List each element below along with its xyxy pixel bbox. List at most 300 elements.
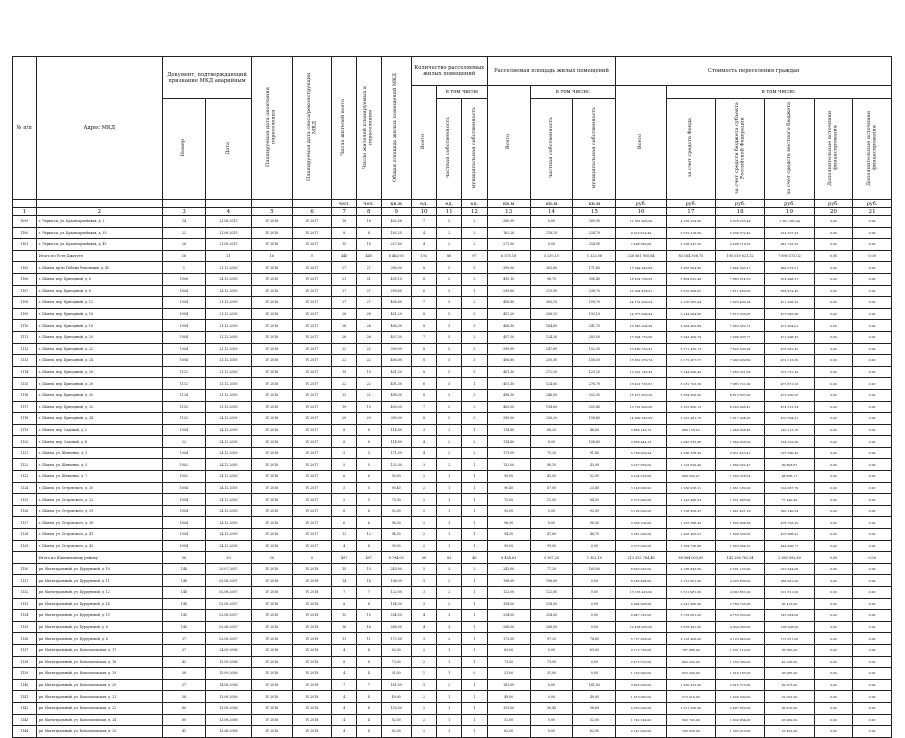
table-cell: 406,30 bbox=[487, 320, 530, 332]
table-cell: 1122 bbox=[13, 459, 37, 471]
table-cell: 2 bbox=[437, 459, 462, 471]
table-cell: 8 bbox=[411, 320, 437, 332]
table-cell: 8 bbox=[411, 413, 437, 425]
table-cell: 3 933 804,86 bbox=[666, 262, 715, 274]
table-cell: 1114 bbox=[13, 366, 37, 378]
table-cell: 4 bbox=[332, 668, 357, 680]
table-cell: 2 123 400,00 bbox=[666, 633, 715, 645]
table-cell: 7 925 406,34 bbox=[716, 297, 765, 309]
table-cell: 1 bbox=[462, 471, 488, 483]
table-cell: 406,80 bbox=[487, 297, 530, 309]
table-cell: 3 bbox=[411, 575, 437, 587]
table-cell: 250,30 bbox=[530, 355, 573, 367]
table-cell: 1 663 664,55 bbox=[716, 540, 765, 552]
table-cell: 0,00 bbox=[530, 726, 573, 738]
table-cell: 473 093,96 bbox=[765, 308, 814, 320]
table-cell: 5 936 372,42 bbox=[716, 227, 765, 239]
table-cell: 148 bbox=[163, 587, 206, 599]
table-cell: 5 bbox=[437, 320, 462, 332]
table-cell: 4 bbox=[357, 644, 382, 656]
table-cell: 97,20 bbox=[530, 633, 573, 645]
table-cell: 124,60 bbox=[530, 378, 573, 390]
table-cell: 1111 bbox=[13, 331, 37, 343]
table-cell: 7 bbox=[332, 587, 357, 599]
table-cell: IV 2016 bbox=[251, 355, 292, 367]
table-cell: 21.12.2005 bbox=[205, 401, 251, 413]
table-cell: 1 bbox=[462, 702, 488, 714]
table-cell: 24.12.2005 bbox=[205, 273, 251, 285]
table-cell: 3 bbox=[411, 424, 437, 436]
header-rooms-in-that: в том числе bbox=[437, 86, 487, 99]
table-cell: 24.12.2005 bbox=[205, 447, 251, 459]
table-cell: IV 2017 bbox=[292, 482, 332, 494]
table-cell: 02.08.2007 bbox=[205, 575, 251, 587]
table-cell: 0,00 bbox=[853, 262, 892, 274]
table-cell: 2 897 820,00 bbox=[716, 702, 765, 714]
table-cell: 0,00 bbox=[530, 239, 573, 251]
table-cell: 194,60 bbox=[530, 401, 573, 413]
table-cell: 22 bbox=[332, 378, 357, 390]
table-cell: IV 2017 bbox=[292, 413, 332, 425]
address-cell: г. Черкесск, ул. Красноармейская, д. 3 bbox=[36, 216, 162, 228]
table-cell: 0,00 bbox=[853, 401, 892, 413]
table-cell: 1137 bbox=[13, 644, 37, 656]
header-planned-demolition: Планируемая дата сноса/реконструкции МКД bbox=[292, 57, 332, 200]
table-row bbox=[13, 494, 892, 506]
table-cell: 0,00 bbox=[853, 227, 892, 239]
table-cell: 161,00 bbox=[381, 679, 411, 691]
table-cell: 73,00 bbox=[530, 656, 573, 668]
table-cell: 3 234 239,00 bbox=[616, 471, 666, 483]
table-cell: 0,00 bbox=[573, 610, 616, 622]
table-cell: 5 864 825,48 bbox=[666, 273, 715, 285]
table-cell: IV 2016 bbox=[251, 540, 292, 552]
table-cell: 1 bbox=[462, 691, 488, 703]
table-cell: 114,80 bbox=[487, 424, 530, 436]
table-row bbox=[13, 575, 892, 587]
table-row bbox=[13, 633, 892, 645]
table-cell: 171,00 bbox=[381, 447, 411, 459]
table-cell: 227,80 bbox=[381, 239, 411, 251]
table-cell: 02.08.2007 bbox=[205, 610, 251, 622]
table-body bbox=[13, 216, 892, 738]
table-cell: 63,00 bbox=[487, 644, 530, 656]
table-cell: 614 557,22 bbox=[765, 227, 814, 239]
column-number-cell: 12 bbox=[462, 208, 488, 216]
column-number-cell: 1 bbox=[13, 208, 37, 216]
table-cell: 27 bbox=[357, 262, 382, 274]
table-cell: 0,00 bbox=[814, 424, 853, 436]
table-cell: 3 bbox=[462, 262, 488, 274]
table-cell: 4 959 060,00 bbox=[716, 621, 765, 633]
table-cell: 0,00 bbox=[530, 216, 573, 228]
table-cell: 1 bbox=[437, 656, 462, 668]
table-cell: 197 590,42 bbox=[765, 447, 814, 459]
table-cell: 271,90 bbox=[487, 239, 530, 251]
table-cell: 8 bbox=[332, 436, 357, 448]
table-cell: 27 bbox=[357, 285, 382, 297]
table-cell: 0,00 bbox=[814, 552, 853, 564]
table-cell: 161,00 bbox=[573, 679, 616, 691]
table-cell: 21.12.2005 bbox=[205, 366, 251, 378]
table-cell: 11 bbox=[332, 633, 357, 645]
table-cell: 3 bbox=[411, 459, 437, 471]
table-cell: 10 438 905,00 bbox=[616, 621, 666, 633]
table-cell: 440 bbox=[332, 250, 357, 262]
address-cell: г. Черкесск, ул. Красноармейская, д. 45 bbox=[36, 239, 162, 251]
table-cell: 80 bbox=[163, 714, 206, 726]
table-cell: 173 811,00 bbox=[765, 633, 814, 645]
table-cell: 0,00 bbox=[530, 714, 573, 726]
table-cell: 24.12.2005 bbox=[205, 505, 251, 517]
table-cell: 0,00 bbox=[814, 227, 853, 239]
table-cell: 401,30 bbox=[381, 378, 411, 390]
table-cell: 2 bbox=[462, 436, 488, 448]
table-cell: 4 bbox=[332, 540, 357, 552]
table-cell: 124 332,96 bbox=[765, 436, 814, 448]
table-cell: 208,10 bbox=[530, 308, 573, 320]
table-row bbox=[13, 563, 892, 575]
address-cell: г. Шахты, ул. Шевченко, д. 3 bbox=[36, 447, 162, 459]
header-cost-additional: Дополнительные источники финансирования bbox=[814, 99, 853, 200]
table-cell: 968 158,43 bbox=[666, 424, 715, 436]
table-cell: 1 bbox=[462, 587, 488, 599]
table-cell: IV 2016 bbox=[251, 517, 292, 529]
unit-cell: чел. bbox=[332, 200, 357, 208]
table-cell: 1 364 728,68 bbox=[666, 540, 715, 552]
table-cell: 213 352 764,48 bbox=[616, 552, 666, 564]
table-cell: 1 bbox=[437, 517, 462, 529]
column-number-cell: 18 bbox=[716, 208, 765, 216]
table-cell: 26 bbox=[357, 331, 382, 343]
table-cell: 4 bbox=[411, 610, 437, 622]
table-cell: 1 158 458,47 bbox=[666, 505, 715, 517]
table-cell: 0,00 bbox=[814, 714, 853, 726]
table-cell: IV 2016 bbox=[251, 343, 292, 355]
table-cell: 18 bbox=[357, 216, 382, 228]
table-cell: 440 bbox=[357, 250, 382, 262]
table-cell: 114,80 bbox=[381, 424, 411, 436]
table-cell: 15 344 643,89 bbox=[616, 262, 666, 274]
table-cell: 392 140,34 bbox=[765, 505, 814, 517]
unit-cell: ед. bbox=[437, 200, 462, 208]
table-cell: 8 bbox=[357, 227, 382, 239]
table-cell: 2 186 338,29 bbox=[666, 447, 715, 459]
table-cell: 11 581 903,90 bbox=[616, 216, 666, 228]
table-cell: 0,00 bbox=[853, 250, 892, 262]
table-cell: 3 bbox=[437, 621, 462, 633]
table-cell: 145 bbox=[163, 610, 206, 622]
table-cell: 0,00 bbox=[814, 610, 853, 622]
table-cell: 3 161 481,70 bbox=[666, 413, 715, 425]
table-cell: 66 970,00 bbox=[765, 702, 814, 714]
table-cell: 1 bbox=[462, 517, 488, 529]
table-cell: 15 bbox=[357, 563, 382, 575]
table-cell: 0,00 bbox=[853, 679, 892, 691]
table-cell: 1136 bbox=[13, 633, 37, 645]
table-cell: 14 bbox=[357, 575, 382, 587]
table-cell: IV 2018 bbox=[292, 621, 332, 633]
table-cell: 53 432,00 bbox=[765, 726, 814, 738]
table-row bbox=[13, 471, 892, 483]
table-row bbox=[13, 389, 892, 401]
table-cell: 193,10 bbox=[573, 308, 616, 320]
table-cell: 495,10 bbox=[487, 273, 530, 285]
table-cell: 1 bbox=[437, 540, 462, 552]
table-cell: 4 bbox=[332, 644, 357, 656]
table-cell: 498,30 bbox=[381, 389, 411, 401]
table-cell: 252,30 bbox=[573, 389, 616, 401]
table-cell: 268,00 bbox=[381, 621, 411, 633]
address-cell: г. Шахты, пер. Бригадный, д. 22 bbox=[36, 343, 162, 355]
table-cell: 0,00 bbox=[814, 285, 853, 297]
column-number-cell: 7 bbox=[332, 208, 357, 216]
table-cell: 0,00 bbox=[530, 517, 573, 529]
table-cell: IV 2018 bbox=[292, 587, 332, 599]
table-cell: 472 030,55 bbox=[765, 389, 814, 401]
table-cell: 4 bbox=[357, 540, 382, 552]
address-cell: г. Шахты, пер. Бригадный, д. 24 bbox=[36, 355, 162, 367]
table-cell: IV 2017 bbox=[292, 355, 332, 367]
table-cell: 7 bbox=[332, 679, 357, 691]
header-cost-additional-2: Дополнительные источники финансирования bbox=[853, 99, 892, 200]
table-cell: 132,00 bbox=[487, 459, 530, 471]
table-cell: 7 985 721,09 bbox=[716, 378, 765, 390]
table-cell: IV 2016 bbox=[251, 482, 292, 494]
table-cell: 1 605 908,28 bbox=[716, 517, 765, 529]
table-cell: 0,00 bbox=[853, 482, 892, 494]
table-cell: 0,00 bbox=[853, 413, 892, 425]
table-cell: 13 401 723,81 bbox=[616, 378, 666, 390]
table-cell: 0,00 bbox=[573, 656, 616, 668]
table-cell: 1101 bbox=[13, 239, 37, 251]
table-cell: 1 911 560,00 bbox=[666, 702, 715, 714]
table-cell: 15 457 003,20 bbox=[616, 389, 666, 401]
table-cell: 7 498 389,00 bbox=[616, 239, 666, 251]
table-cell: 406,80 bbox=[487, 355, 530, 367]
address-cell: Итого по Усть-Джегуте bbox=[36, 250, 162, 262]
table-row bbox=[13, 216, 892, 228]
table-cell: 5 bbox=[357, 494, 382, 506]
table-cell: 83 bbox=[437, 552, 462, 564]
table-cell: 2 bbox=[462, 331, 488, 343]
table-row bbox=[13, 308, 892, 320]
table-cell: 2 951 453,41 bbox=[716, 447, 765, 459]
table-row bbox=[13, 401, 892, 413]
table-cell: 14 152 939,04 bbox=[616, 297, 666, 309]
table-cell: 3 bbox=[411, 587, 437, 599]
table-cell: 74,80 bbox=[573, 633, 616, 645]
table-cell: 0 bbox=[462, 668, 488, 680]
table-cell: 4 bbox=[357, 702, 382, 714]
table-cell: IV 2016 bbox=[251, 436, 292, 448]
table-row bbox=[13, 273, 892, 285]
table-cell: 82 973,00 bbox=[765, 679, 814, 691]
table-cell: 0 bbox=[292, 250, 332, 262]
table-cell: 1 960 958,00 bbox=[716, 436, 765, 448]
address-cell: рп. Магистральный, ул. Бурдуновой, д. 10 bbox=[36, 563, 162, 575]
table-cell: 0,00 bbox=[814, 378, 853, 390]
table-cell: 8 813 807,09 bbox=[716, 389, 765, 401]
table-cell: 52,00 bbox=[573, 714, 616, 726]
table-cell: 1004 bbox=[163, 355, 206, 367]
table-cell: 0,00 bbox=[814, 239, 853, 251]
table-cell: 2 bbox=[437, 633, 462, 645]
table-cell: 1 231 110,00 bbox=[716, 644, 765, 656]
table-cell: 1134 bbox=[13, 610, 37, 622]
table-cell: IV 2016 bbox=[251, 401, 292, 413]
table-cell: 0,00 bbox=[853, 216, 892, 228]
table-cell: 99,00 bbox=[381, 540, 411, 552]
table-cell: 4 bbox=[411, 447, 437, 459]
table-cell: 122,00 bbox=[530, 587, 573, 599]
address-cell: рп. Магистральный, ул. Комсомольская, д. 20 bbox=[36, 679, 162, 691]
table-cell: 0,00 bbox=[853, 378, 892, 390]
table-cell: 4 bbox=[332, 691, 357, 703]
address-cell: рп. Магистральный, ул. Комсомольская, д. 25 bbox=[36, 726, 162, 738]
column-number-cell: 11 bbox=[437, 208, 462, 216]
table-cell: IV 2016 bbox=[251, 529, 292, 541]
table-cell: IV 2016 bbox=[251, 621, 292, 633]
table-cell: 0,00 bbox=[853, 285, 892, 297]
table-cell: 1 bbox=[437, 644, 462, 656]
table-cell: 401,20 bbox=[381, 308, 411, 320]
table-row bbox=[13, 691, 892, 703]
table-cell: 471 098,45 bbox=[765, 331, 814, 343]
table-cell: 1 bbox=[437, 529, 462, 541]
table-cell: IV 2016 bbox=[251, 447, 292, 459]
table-cell: 3 bbox=[462, 343, 488, 355]
table-cell: IV 2017 bbox=[292, 378, 332, 390]
table-cell: 3 072 318,00 bbox=[666, 227, 715, 239]
table-cell: 268,00 bbox=[530, 621, 573, 633]
table-cell: 4 bbox=[357, 726, 382, 738]
table-cell: 254,00 bbox=[487, 610, 530, 622]
table-cell: 0,00 bbox=[853, 273, 892, 285]
table-cell: 24.12.2005 bbox=[205, 471, 251, 483]
table-cell: 21.12.2005 bbox=[205, 331, 251, 343]
table-cell: 6 bbox=[357, 505, 382, 517]
table-cell: 1152 bbox=[163, 401, 206, 413]
table-cell: 0,00 bbox=[853, 552, 892, 564]
table-cell: IV 2017 bbox=[292, 471, 332, 483]
table-cell: 11 bbox=[357, 633, 382, 645]
table-cell: 27 bbox=[332, 262, 357, 274]
table-cell: 36 585,00 bbox=[765, 644, 814, 656]
table-cell: 21.08.2015 bbox=[205, 239, 251, 251]
table-cell: 5 bbox=[332, 482, 357, 494]
table-cell: IV 2017 bbox=[292, 459, 332, 471]
table-cell: IV 2016 bbox=[251, 471, 292, 483]
table-cell: 1116 bbox=[13, 389, 37, 401]
table-cell: 2 bbox=[437, 598, 462, 610]
table-cell: 236,20 bbox=[530, 413, 573, 425]
column-numbers-row bbox=[13, 208, 892, 216]
table-cell: 23,40 bbox=[573, 482, 616, 494]
header-total-area: Общая площадь жилых помещений МКД bbox=[381, 57, 411, 200]
table-cell: 280,90 bbox=[573, 216, 616, 228]
table-cell: 974 948,21 bbox=[765, 273, 814, 285]
table-cell: 1123 bbox=[13, 471, 37, 483]
table-cell: 5 bbox=[437, 401, 462, 413]
table-cell: 0,00 bbox=[814, 459, 853, 471]
table-cell: 5 757 958,00 bbox=[616, 633, 666, 645]
table-cell: 2 186 843,00 bbox=[666, 563, 715, 575]
table-cell: 4 bbox=[332, 714, 357, 726]
table-cell: 0,00 bbox=[853, 239, 892, 251]
table-cell: 395,00 bbox=[487, 413, 530, 425]
table-cell: 1142 bbox=[13, 702, 37, 714]
table-cell: 2 bbox=[437, 447, 462, 459]
table-cell: 476 998,91 bbox=[765, 529, 814, 541]
table-cell: IV 2017 bbox=[292, 436, 332, 448]
table-cell: 0,00 bbox=[814, 517, 853, 529]
table-cell: 13 460 750,41 bbox=[616, 343, 666, 355]
table-cell: 4 bbox=[411, 621, 437, 633]
table-cell: 1 305 010,00 bbox=[716, 726, 765, 738]
subtotal-row bbox=[13, 250, 892, 262]
table-cell: 1108 bbox=[13, 297, 37, 309]
table-cell: 0,00 bbox=[814, 644, 853, 656]
header-planned-relocation: Планируемая дата окончания переселения bbox=[251, 57, 292, 200]
header-rooms-count: Количество расселяемых жилых помещений bbox=[411, 57, 487, 86]
table-cell: 31,00 bbox=[381, 668, 411, 680]
table-cell: 1 664 352,47 bbox=[716, 459, 765, 471]
table-cell: 968 060,47 bbox=[666, 471, 715, 483]
table-cell: 52,00 bbox=[573, 471, 616, 483]
table-cell: 21.12.2005 bbox=[205, 297, 251, 309]
address-cell: рп. Магистральный, ул. Бурдуновой, д. 12 bbox=[36, 587, 162, 599]
table-cell: 8 bbox=[332, 656, 357, 668]
table-cell: 22 bbox=[357, 378, 382, 390]
table-cell: 1 bbox=[411, 668, 437, 680]
table-cell: 1 123 659,40 bbox=[666, 459, 715, 471]
table-cell: 73,00 bbox=[487, 656, 530, 668]
table-cell: 1 bbox=[462, 575, 488, 587]
table-cell: 7 902 009,69 bbox=[716, 355, 765, 367]
table-row bbox=[13, 679, 892, 691]
table-cell: 1004 bbox=[163, 517, 206, 529]
table-cell: 95,00 bbox=[381, 471, 411, 483]
table-cell: 172,00 bbox=[487, 633, 530, 645]
table-cell: 2 bbox=[437, 227, 462, 239]
table-cell: 140 173,70 bbox=[765, 424, 814, 436]
table-cell: 400,00 bbox=[487, 401, 530, 413]
address-cell: г. Шахты, пер. Бригадный, д. 18 bbox=[36, 320, 162, 332]
table-cell: 154,00 bbox=[487, 598, 530, 610]
table-cell: 1125 bbox=[13, 494, 37, 506]
table-cell: 62,00 bbox=[381, 726, 411, 738]
table-cell: 24.12.2005 bbox=[205, 517, 251, 529]
table-cell: 1126 bbox=[13, 505, 37, 517]
table-cell: IV 2018 bbox=[292, 656, 332, 668]
column-number-cell: 21 bbox=[853, 208, 892, 216]
table-cell: 401,30 bbox=[487, 378, 530, 390]
table-row bbox=[13, 517, 892, 529]
table-cell: 0,00 bbox=[530, 505, 573, 517]
table-cell: 92,00 bbox=[381, 505, 411, 517]
address-cell: г. Шахты, пер. Бригадный, д. 28 bbox=[36, 378, 162, 390]
table-cell: 2 bbox=[462, 297, 488, 309]
table-cell: 6 bbox=[411, 378, 437, 390]
table-cell: 18 bbox=[332, 216, 357, 228]
table-cell: 77 440,46 bbox=[765, 494, 814, 506]
table-cell: 90,40 bbox=[381, 482, 411, 494]
table-cell: 1100 bbox=[13, 227, 37, 239]
table-cell: 15.09.2006 bbox=[205, 668, 251, 680]
table-row bbox=[13, 424, 892, 436]
table-cell: IV 2016 bbox=[251, 216, 292, 228]
